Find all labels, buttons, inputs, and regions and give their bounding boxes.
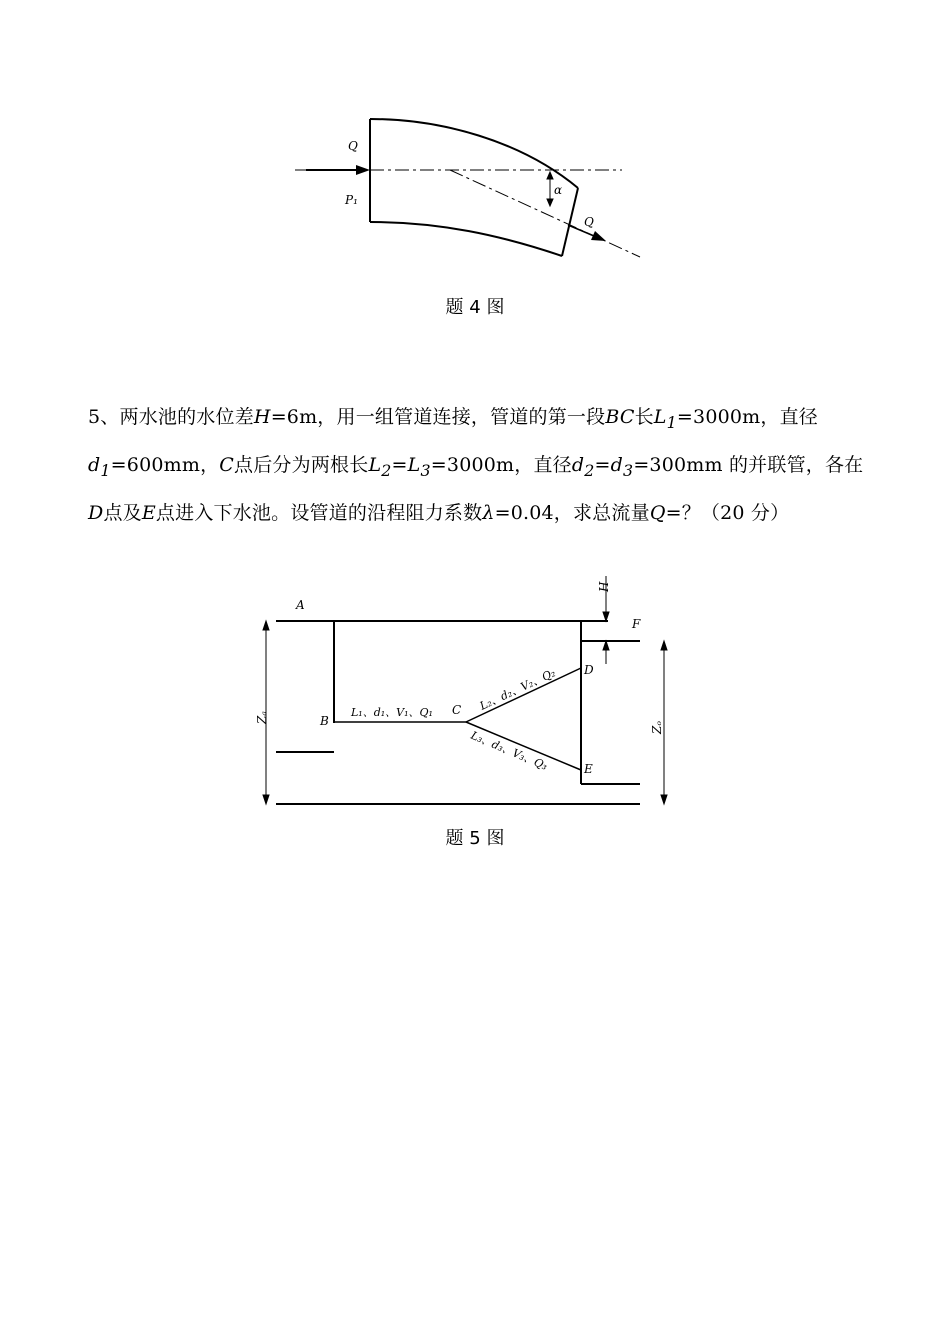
label-pipe3: L₃、d₃、V₃、Q₃ xyxy=(468,728,550,773)
label-zf: Zₒ xyxy=(650,721,664,734)
label-h: H xyxy=(597,581,611,592)
label-q-in: Q xyxy=(348,139,358,153)
figure-4-caption: 题 4 图 xyxy=(445,297,505,318)
inflow-arrow xyxy=(306,165,370,175)
bend-pipe-outline xyxy=(370,119,578,256)
label-b: B xyxy=(320,714,329,728)
label-p1: P₁ xyxy=(345,193,358,207)
label-alpha: α xyxy=(554,183,563,197)
label-za: Zₐ xyxy=(255,711,269,724)
problem-line-1: 5、两水池的水位差H=6m，用一组管道连接，管道的第一段BC长$L_1=3000m$，直径 xyxy=(88,406,818,432)
figure-5-caption: 题 5 图 xyxy=(445,828,505,849)
angle-marker xyxy=(547,172,553,206)
problem-line-2: $d_1=600mm$，C点后分为两根长$L_2=L_3=3000m$，直径$d_2=d_3=300mm$ 的并联管，各在 xyxy=(88,453,864,480)
figure-4-diagram xyxy=(0,100,950,380)
label-e: E xyxy=(584,762,593,776)
pipe-cd xyxy=(466,668,581,722)
problem-5-text xyxy=(88,396,864,535)
label-pipe1: L₁、d₁、V₁、Q₁ xyxy=(351,706,433,719)
figure-5-diagram xyxy=(0,570,950,820)
label-a: A xyxy=(296,598,305,612)
problem-line-3: D点及E点进入下水池。设管道的沿程阻力系数λ=0.04，求总流量Q=？（20 分） xyxy=(88,501,790,524)
centerlines xyxy=(295,170,640,257)
label-d: D xyxy=(584,663,594,677)
label-f: F xyxy=(632,617,641,631)
label-c: C xyxy=(452,703,462,717)
label-q-out: Q xyxy=(584,215,594,229)
label-pipe2: L₂、d₂、V₂、Q₂ xyxy=(477,666,558,713)
